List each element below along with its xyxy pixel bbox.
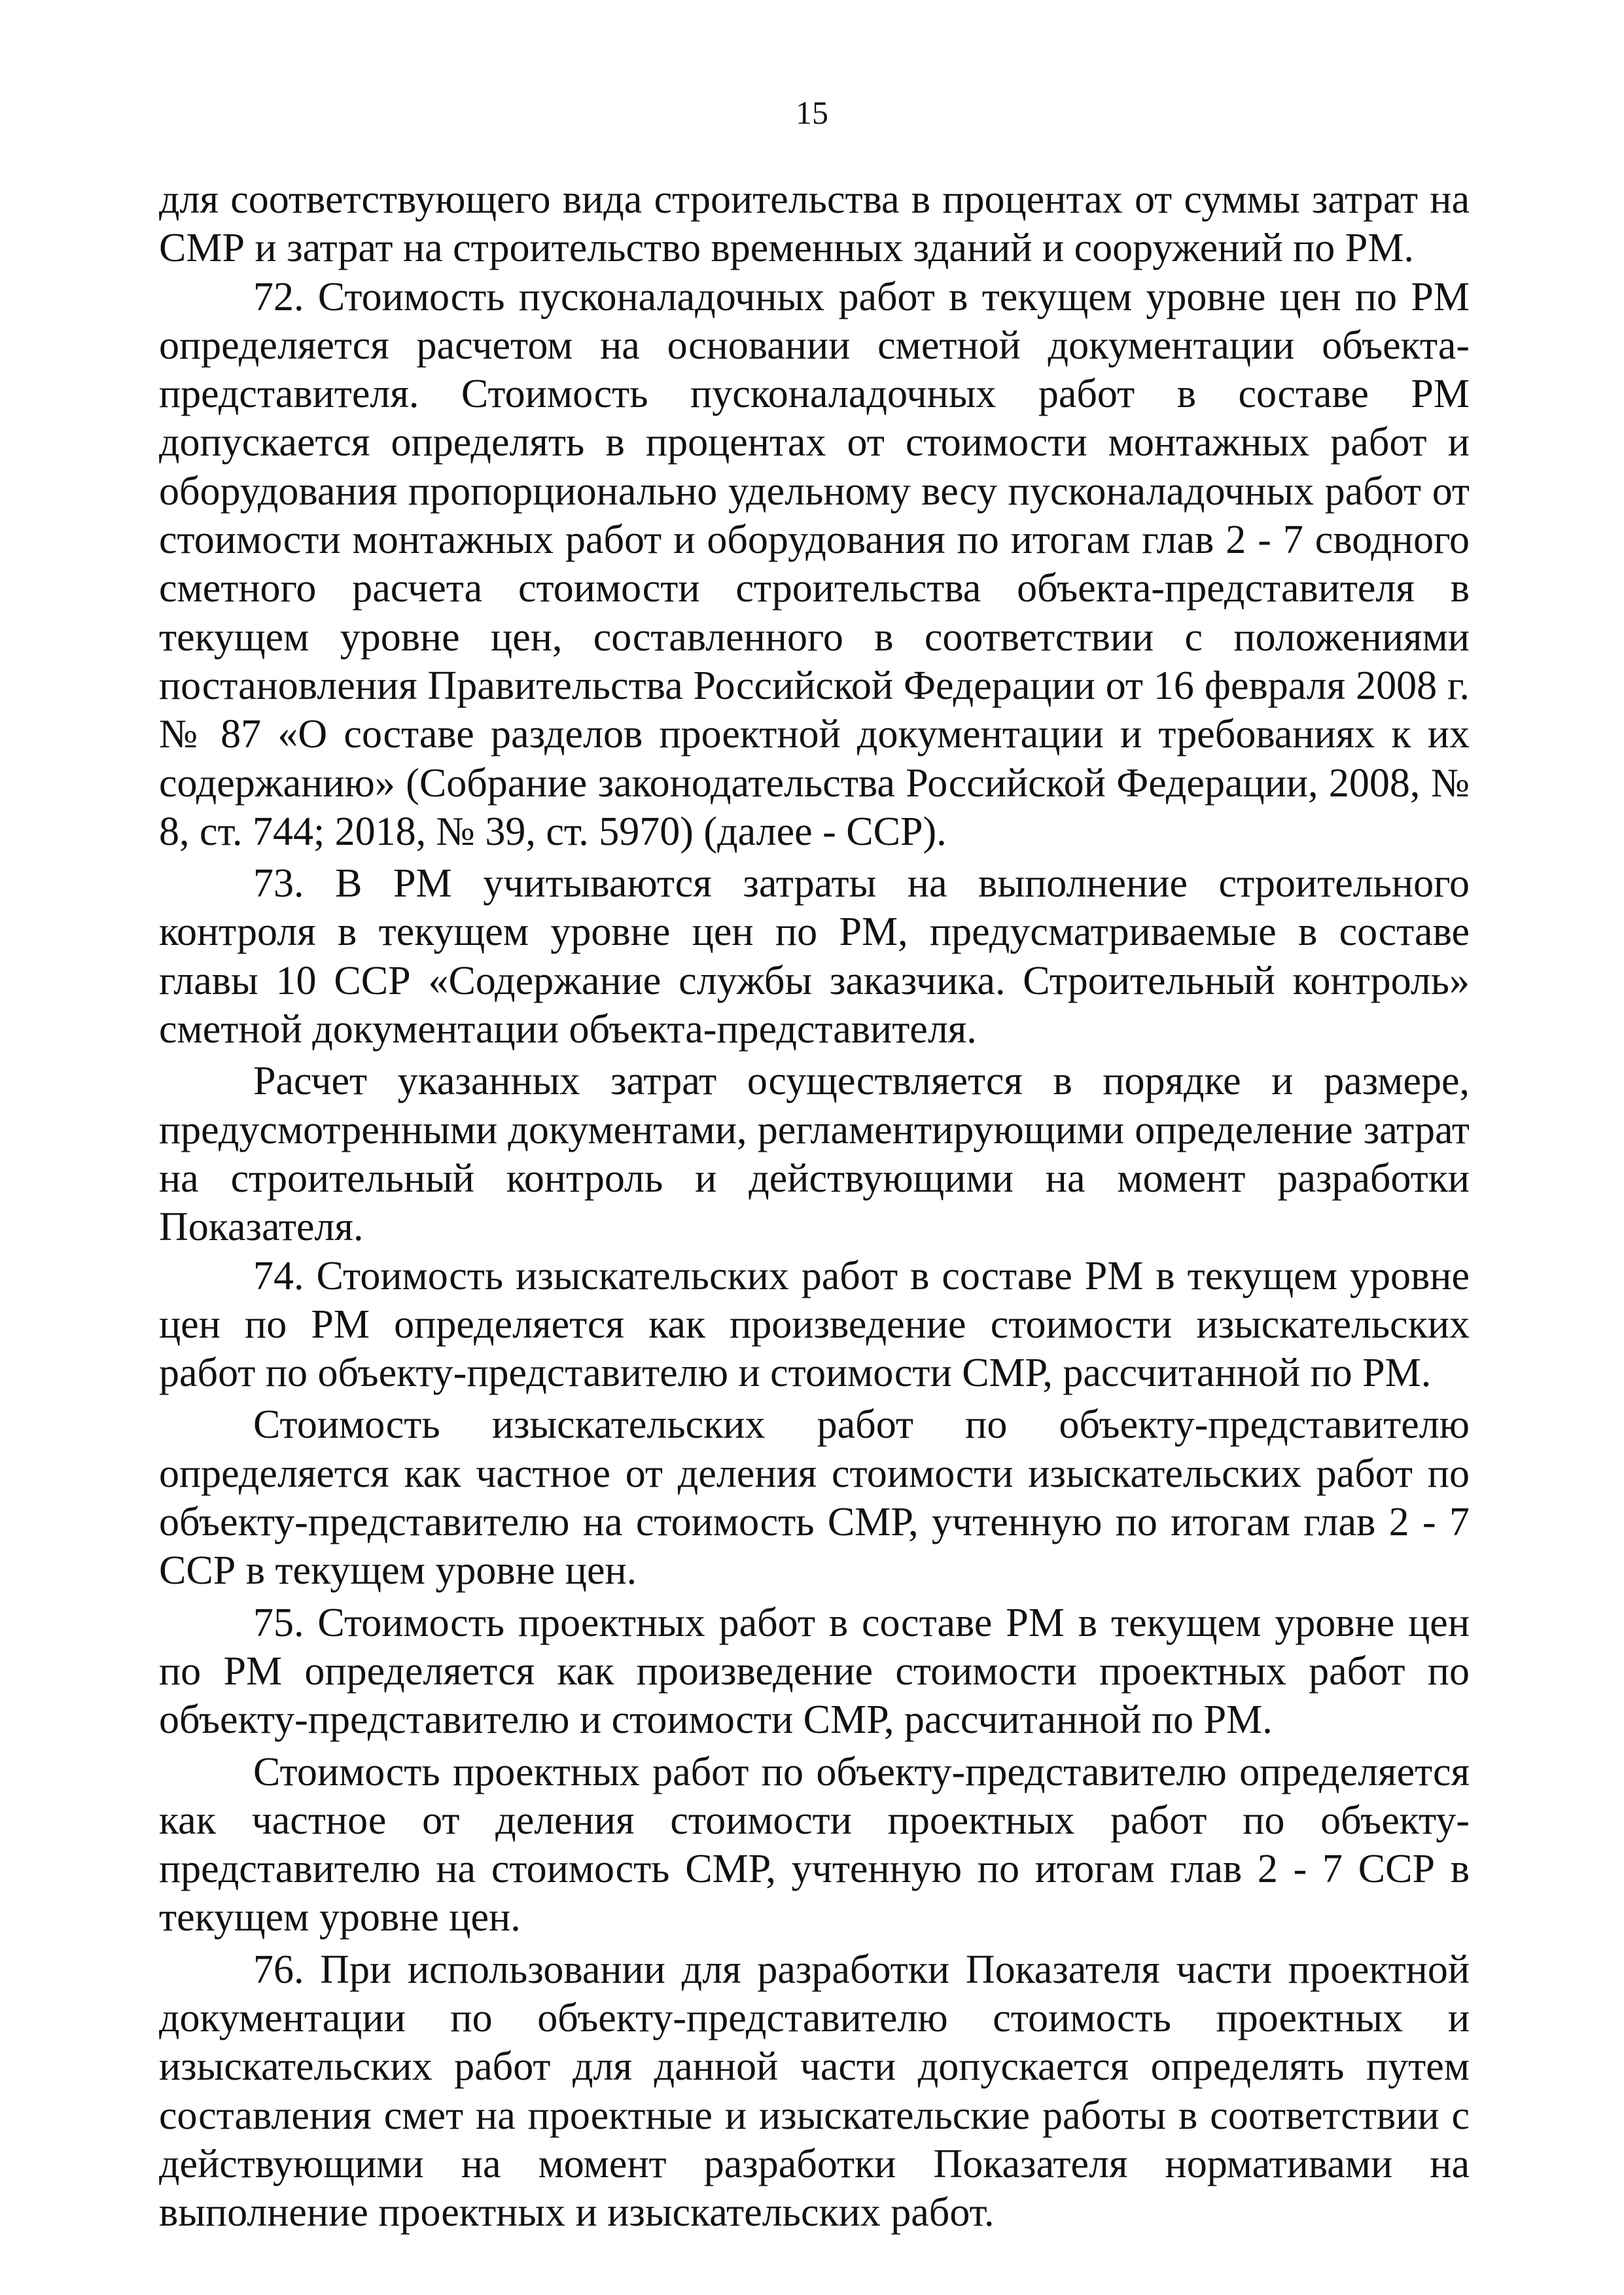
paragraph-72: 72. Стоимость пусконаладочных работ в текущем уровне цен по РМ определяется расчетом на основании сметной документации объекта-представителя. Стоимость пусконаладочных работ в составе РМ допускается определять в процентах от стоимости монтажных работ и оборудования пропорционально удельному весу пусконаладочных работ от стоимости монтажных работ и оборудования по итогам глав 2 - 7 сводного сметного расчета стоимости строительства объекта-представителя в текущем уровне цен, составленного в соответствии с положениями постановления Правительства Российской Федерации от 16 февраля 2008 г. № 87 «О составе разделов проектной документации и требованиях к их содержанию» (Собрание законодательства Российской Федерации, 2008, № 8, ст. 744; 2018, № 39, ст. 5970) (далее - ССР). [159,274,1470,854]
paragraph-73: 73. В РМ учитываются затраты на выполнение строительного контроля в текущем уровне цен по РМ, предусматриваемые в составе главы 10 ССР «Содержание службы заказчика. Строительный контроль» сметной документации объекта-представителя. [159,861,1470,1052]
paragraph-74-definition: Стоимость изыскательских работ по объекту-представителю определяется как частное от деления стоимости изыскательских работ по объекту-представителю на стоимость СМР, учтенную по итогам глав 2 - 7 ССР в текущем уровне цен. [159,1402,1470,1593]
paragraph-76: 76. При использовании для разработки Показателя части проектной документации по объекту-представителю стоимость проектных и изыскательских работ для данной части допускается определять путем составления смет на проектные и изыскательские работы в соответствии с действующими на момент разработки Показателя нормативами на выполнение проектных и изыскательских работ. [159,1947,1470,2235]
paragraph-75-definition: Стоимость проектных работ по объекту-представителю определяется как частное от деления стоимости проектных работ по объекту-представителю на стоимость СМР, учтенную по итогам глав 2 - 7 ССР в текущем уровне цен. [159,1749,1470,1940]
paragraph-continuation: для соответствующего вида строительства в процентах от суммы затрат на СМР и затрат на строительство временных зданий и сооружений по РМ. [159,177,1470,271]
document-body [159,175,1470,2237]
paragraph-75: 75. Стоимость проектных работ в составе РМ в текущем уровне цен по РМ определяется как произведение стоимости проектных работ по объекту-представителю и стоимости СМР, рассчитанной по РМ. [159,1600,1470,1743]
page-number: 15 [796,94,828,131]
paragraph-74: 74. Стоимость изыскательских работ в составе РМ в текущем уровне цен по РМ определяется как произведение стоимости изыскательских работ по объекту-представителю и стоимости СМР, рассчитанной по РМ. [159,1253,1470,1396]
paragraph-73-calculation: Расчет указанных затрат осуществляется в порядке и размере, предусмотренными документами, регламентирующими определение затрат на строительный контроль и действующими на момент разработки Показателя. [159,1059,1470,1250]
